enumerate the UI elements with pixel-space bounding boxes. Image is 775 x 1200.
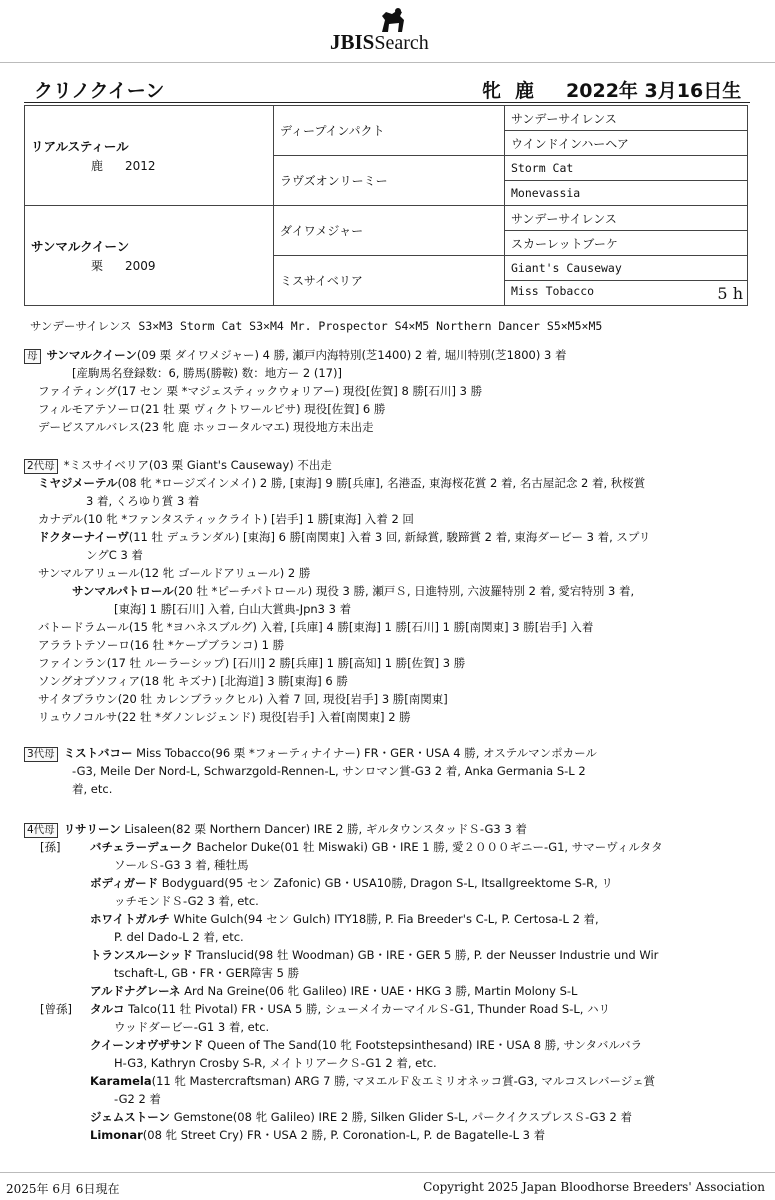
g4-cell[interactable]: サンデーサイレンス (505, 206, 748, 231)
g4-cell[interactable]: Monevassia (505, 181, 748, 206)
sire-sire-cell[interactable]: ディープインパクト (274, 106, 505, 156)
dam-cell (25, 206, 274, 306)
g4-cell[interactable]: スカーレットブーケ (505, 231, 748, 256)
list-item: リュウノコルサ(22 牡 *ダノンレジェンド) 現役[岩手] 入着[南関東] 2 勝 (38, 710, 411, 724)
list-item: 母 サンマルクイーン(09 栗 ダイワメジャー) 4 勝, 瀬戸内海特別(芝1400) 2 着, 堀川特別(芝1800) 3 着 (24, 346, 749, 364)
g4-cell[interactable]: Storm Cat (505, 156, 748, 181)
list-item: ミヤジメーテル(08 牝 *ロージズインメイ) 2 勝, [東海] 9 勝[兵庫], 名港盃, 東海桜花賞 2 着, 名古屋記念 2 着, 秋桜賞 (38, 476, 646, 490)
list-item: ドクターナイーヴ(11 牡 デュランダル) [東海] 6 勝[南関東] 入着 3 回, 新緑賞, 駿蹄賞 2 着, 東海ダービー 3 着, スプリ (38, 530, 651, 544)
name-divider (24, 102, 750, 103)
header-divider (0, 62, 775, 63)
dam-name[interactable]: サンマルクイーン (31, 239, 130, 254)
list-item: H-G3, Kathryn Crosby S-R, メイトリアークＳ-G1 2 着, etc. (114, 1056, 437, 1070)
list-item: ボディガード Bodyguard(95 セン Zafonic) GB・USA10勝, Dragon S-L, Itsallgreektome S-R, リ (90, 876, 613, 890)
list-item: ングC 3 着 (86, 548, 143, 562)
list-item: P. del Dado-L 2 着, etc. (114, 930, 244, 944)
section-tag: 母 (24, 349, 41, 364)
dam-dam-cell[interactable]: ミスサイベリア (274, 256, 505, 306)
list-item: アララトテソーロ(16 牡 *ケープブランコ) 1 勝 (38, 638, 285, 652)
family-number: 5 h (717, 283, 743, 303)
g4-name[interactable]: Miss Tobacco (511, 283, 595, 298)
list-item: バトードラムール(15 牝 *ヨハネスブルグ) 入着, [兵庫] 4 勝[東海] 1 勝[石川] 1 勝[南関東] 3 勝[岩手] 入着 (38, 620, 594, 634)
list-item: アルドナグレーネ Ard Na Greine(06 牝 Galileo) IRE・UAE・HKG 3 勝, Martin Molony S-L (90, 984, 578, 998)
horse-sex: 牝 (482, 80, 502, 102)
list-item: ファインラン(17 牡 ルーラーシップ) [石川] 2 勝[兵庫] 1 勝[高知] 1 勝[佐賀] 3 勝 (38, 656, 466, 670)
list-item: 3 着, くろゆり賞 3 着 (86, 494, 200, 508)
pedigree-table (24, 105, 748, 306)
list-item: [曾孫] タルコ Talco(11 牡 Pivotal) FR・USA 5 勝, シューメイカーマイルＳ-G1, Thunder Road S-L, ハリ (24, 1000, 749, 1018)
horse-color: 鹿 (515, 80, 535, 102)
list-item: クイーンオヴザサンド Queen of The Sand(10 牝 Footstepsinthesand) IRE・USA 8 勝, サンタバルバラ (90, 1038, 643, 1052)
list-item: 着, etc. (72, 782, 113, 796)
inbreeding-line: サンデーサイレンス S3×M3 Storm Cat S3×M4 Mr. Prospector S4×M5 Northern Dancer S5×M5×M5 (30, 319, 603, 333)
list-item: -G3, Meile Der Nord-L, Schwarzgold-Rennen-L, サンロマン賞-G3 2 着, Anka Germania S-L 2 (72, 764, 586, 778)
list-item: 2代母 *ミスサイベリア(03 栗 Giant's Causeway) 不出走 (24, 456, 749, 474)
list-item: 3代母 ミストバコー Miss Tobacco(96 栗 *フォーティナイナー) FR・GER・USA 4 勝, オステルマンポカール (24, 744, 749, 762)
great-grandchild-label: [曾孫] (40, 1002, 72, 1016)
sire-cell (25, 106, 274, 206)
sire-name[interactable]: リアルスティール (31, 139, 129, 154)
list-item: デービスアルバレス(23 牝 鹿 ホッコータルマエ) 現役地方未出走 (38, 420, 374, 434)
second-dam-section (24, 456, 749, 726)
list-item: [孫] バチェラーデューク Bachelor Duke(01 牡 Miswaki) GB・IRE 1 勝, 愛２０００ギニー-G1, サマーヴィルタタ (24, 838, 749, 856)
list-item: カナデル(10 牝 *ファンタスティックライト) [岩手] 1 勝[東海] 入着 2 回 (38, 512, 414, 526)
dam-section (24, 346, 749, 436)
list-item: Karamela(11 牝 Mastercraftsman) ARG 7 勝, マヌエルＦ＆エミリオネッコ賞-G3, マルコスレバージェ賞 (90, 1074, 656, 1088)
sire-detail: 鹿 2012 (91, 159, 156, 173)
horse-name: クリノクイーン (34, 80, 165, 102)
copyright: Copyright 2025 Japan Bloodhorse Breeders' Association (423, 1180, 765, 1194)
list-item: フィルモアテソーロ(21 牡 栗 ヴィクトワールピサ) 現役[佐賀] 6 勝 (38, 402, 386, 416)
list-item: 4代母 リサリーン Lisaleen(82 栗 Northern Dancer) IRE 2 勝, ギルタウンスタッドＳ-G3 3 着 (24, 820, 749, 838)
list-item: サンマルパトロール(20 牡 *ピーチパトロール) 現役 3 勝, 瀬戸Ｓ, 日進特別, 六波羅特別 2 着, 愛宕特別 3 着, (72, 584, 635, 598)
list-item: ウッドダービー-G1 3 着, etc. (114, 1020, 270, 1034)
list-item: サイタブラウン(20 牡 カレンブラックヒル) 入着 7 回, 現役[岩手] 3 勝[南関東] (38, 692, 448, 706)
section-tag: 3代母 (24, 747, 58, 762)
logo-prefix: JBIS (330, 30, 375, 54)
section-tag: 4代母 (24, 823, 58, 838)
g4-cell[interactable]: ウインドインハーヘア (505, 131, 748, 156)
as-of-date: 2025年 6月 6日現在 (6, 1182, 120, 1196)
fourth-dam-section (24, 820, 749, 1144)
list-item: ファイティング(17 セン 栗 *マジェスティックウォリアー) 現役[佐賀] 8 勝[石川] 3 勝 (38, 384, 483, 398)
dam-sire-cell[interactable]: ダイワメジャー (274, 206, 505, 256)
logo-suffix: Search (374, 32, 429, 54)
grandchild-label: [孫] (40, 840, 61, 854)
list-item: Limonar(08 牝 Street Cry) FR・USA 2 勝, P. Coronation-L, P. de Bagatelle-L 3 着 (90, 1128, 546, 1142)
g4-cell[interactable]: Giant's Causeway (505, 256, 748, 281)
third-dam-section (24, 744, 749, 798)
list-item: tschaft-L, GB・FR・GER障害 5 勝 (114, 966, 300, 980)
list-item: ソングオブソフィア(18 牝 キズナ) [北海道] 3 勝[東海] 6 勝 (38, 674, 348, 688)
horse-birth: 2022年 3月16日生 (566, 80, 742, 102)
list-item: トランスルーシッド Translucid(98 牡 Woodman) GB・IRE・GER 5 勝, P. der Neusser Industrie und Wir (90, 948, 659, 962)
list-item: [東海] 1 勝[石川] 入着, 白山大賞典-Jpn3 3 着 (114, 602, 352, 616)
jbis-logo[interactable] (330, 6, 460, 54)
logo-text (330, 30, 429, 55)
sire-dam-cell[interactable]: ラヴズオンリーミー (274, 156, 505, 206)
list-item: -G2 2 着 (114, 1092, 161, 1106)
g4-cell[interactable]: サンデーサイレンス (505, 106, 748, 131)
dam-detail: 栗 2009 (91, 259, 156, 273)
list-item: ジェムストーン Gemstone(08 牝 Galileo) IRE 2 勝, Silken Glider S-L, パークイクスプレスＳ-G3 2 着 (90, 1110, 632, 1124)
section-tag: 2代母 (24, 459, 58, 474)
list-item: [産駒馬名登録数：6, 勝馬(勝鞍) 数：地方ー 2 (17)] (72, 366, 342, 380)
footer-divider (0, 1172, 775, 1173)
g4-last-cell (505, 281, 748, 306)
horse-info (482, 76, 755, 103)
list-item: ソールＳ-G3 3 着, 種牡馬 (114, 858, 249, 872)
list-item: ホワイトガルチ White Gulch(94 セン Gulch) ITY18勝, P. Fia Breeder's C-L, P. Certosa-L 2 着, (90, 912, 599, 926)
list-item: サンマルアリュール(12 牝 ゴールドアリュール) 2 勝 (38, 566, 311, 580)
list-item: ッチモンドＳ-G2 3 着, etc. (114, 894, 259, 908)
